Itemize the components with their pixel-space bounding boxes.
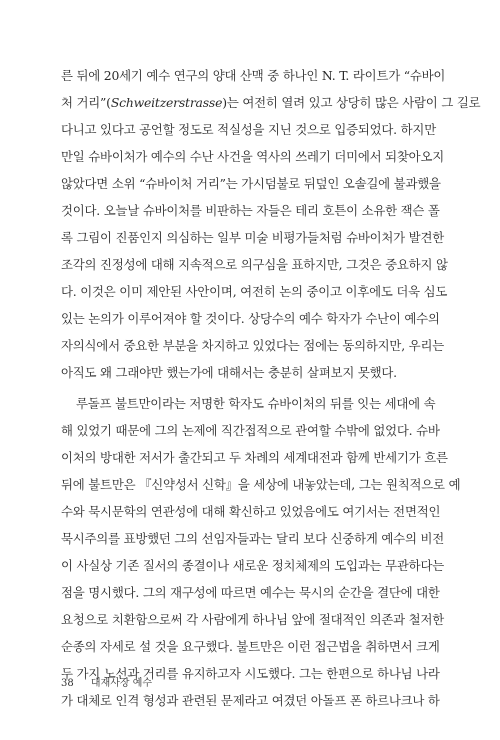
running-title: 대재사장 예수 [90, 678, 153, 689]
text-line: 것이다. 오늘날 슈바이처를 비판하는 자들은 테리 호튼이 소유한 잭슨 폴 [61, 203, 440, 218]
text-line: 가 대체로 인격 형성과 관련된 문제라고 여겼던 아돌프 폰 하르나크나 하 [61, 693, 440, 708]
text-line: 해 있었기 때문에 그의 논제에 직간접적으로 관여할 수밖에 없었다. 슈바 [61, 423, 440, 438]
text-line: 점을 명시했다. 그의 재구성에 따르면 예수는 묵시의 순간을 결단에 대한 [61, 585, 440, 600]
body-text [61, 62, 481, 714]
text-line: 른 뒤에 20세기 예수 연구의 양대 산맥 중 하나인 N. T. 라이트가 “슈바이 [61, 68, 446, 83]
italic-term: Schweitzerstrasse [110, 95, 223, 110]
text-line: 아직도 왜 그래야만 했는가에 대해서는 충분히 살펴보지 못했다. [61, 365, 397, 380]
paragraph-2 [61, 390, 461, 714]
text-line: 자의식에서 중요한 부분을 차지하고 있었다는 점에는 동의하지만, 우리는 [61, 338, 444, 353]
text-line: 만일 슈바이처가 예수의 수난 사건을 역사의 쓰레기 더미에서 되찾아오지 [61, 149, 444, 164]
text-line: 수와 묵시문학의 연관성에 대해 확신하고 있었음에도 여기서는 전면적인 [61, 504, 441, 519]
text-line: 조각의 진정성에 대해 지속적으로 의구심을 표하지만, 그것은 중요하지 않 [61, 257, 448, 272]
text-line: 록 그림이 진품인지 의심하는 일부 미술 비평가들처럼 슈바이처가 발견한 [61, 230, 444, 245]
text-line: 요청으로 치환함으로써 각 사람에게 하나님 앞에 절대적인 의존과 철저한 [61, 612, 444, 627]
paragraph-1 [61, 62, 481, 386]
text-line: 루돌프 불트만이라는 저명한 학자도 슈바이처의 뒤를 잇는 세대에 속 [61, 396, 436, 411]
text-line: 두 가지 노선과 거리를 유지하고자 시도했다. 그는 한편으로 하나님 나라 [61, 666, 440, 681]
text-line: 묵시주의를 표방했던 그의 선임자들과는 달리 보다 신중하게 예수의 비전 [61, 531, 444, 546]
text-line: 이 사실상 기존 질서의 종결이나 새로운 정치체제의 도입과는 무관하다는 [61, 558, 444, 573]
text-line: 이처의 방대한 저서가 출간되고 두 차례의 세계대전과 함께 반세기가 흐른 [61, 450, 448, 465]
text-line: 다니고 있다고 공언할 정도로 적실성을 지닌 것으로 입증되었다. 하지만 [61, 122, 436, 137]
text-line: 처 거리”(Schweitzerstrasse)는 여전히 열려 있고 상당히 많은 사람이 그 길로 [61, 95, 481, 110]
page-number: 38 [61, 678, 74, 689]
text-line: 있는 논의가 이루어져야 할 것이다. 상당수의 예수 학자가 수난이 예수의 [61, 311, 440, 326]
text-line: 않았다면 소위 “슈바이처 거리”는 가시덤불로 뒤덮인 오솔길에 불과했을 [61, 176, 441, 191]
text-line: 순종의 자세로 설 것을 요구했다. 불트만은 이런 접근법을 취하면서 크게 [61, 639, 440, 654]
text-line: 뒤에 불트만은 『신약성서 신학』을 세상에 내놓았는데, 그는 원칙적으로 예 [61, 477, 461, 492]
page-footer [61, 677, 152, 691]
text-line: 다. 이것은 이미 제안된 사안이며, 여전히 논의 중이고 이후에도 더욱 심도 [61, 284, 448, 299]
